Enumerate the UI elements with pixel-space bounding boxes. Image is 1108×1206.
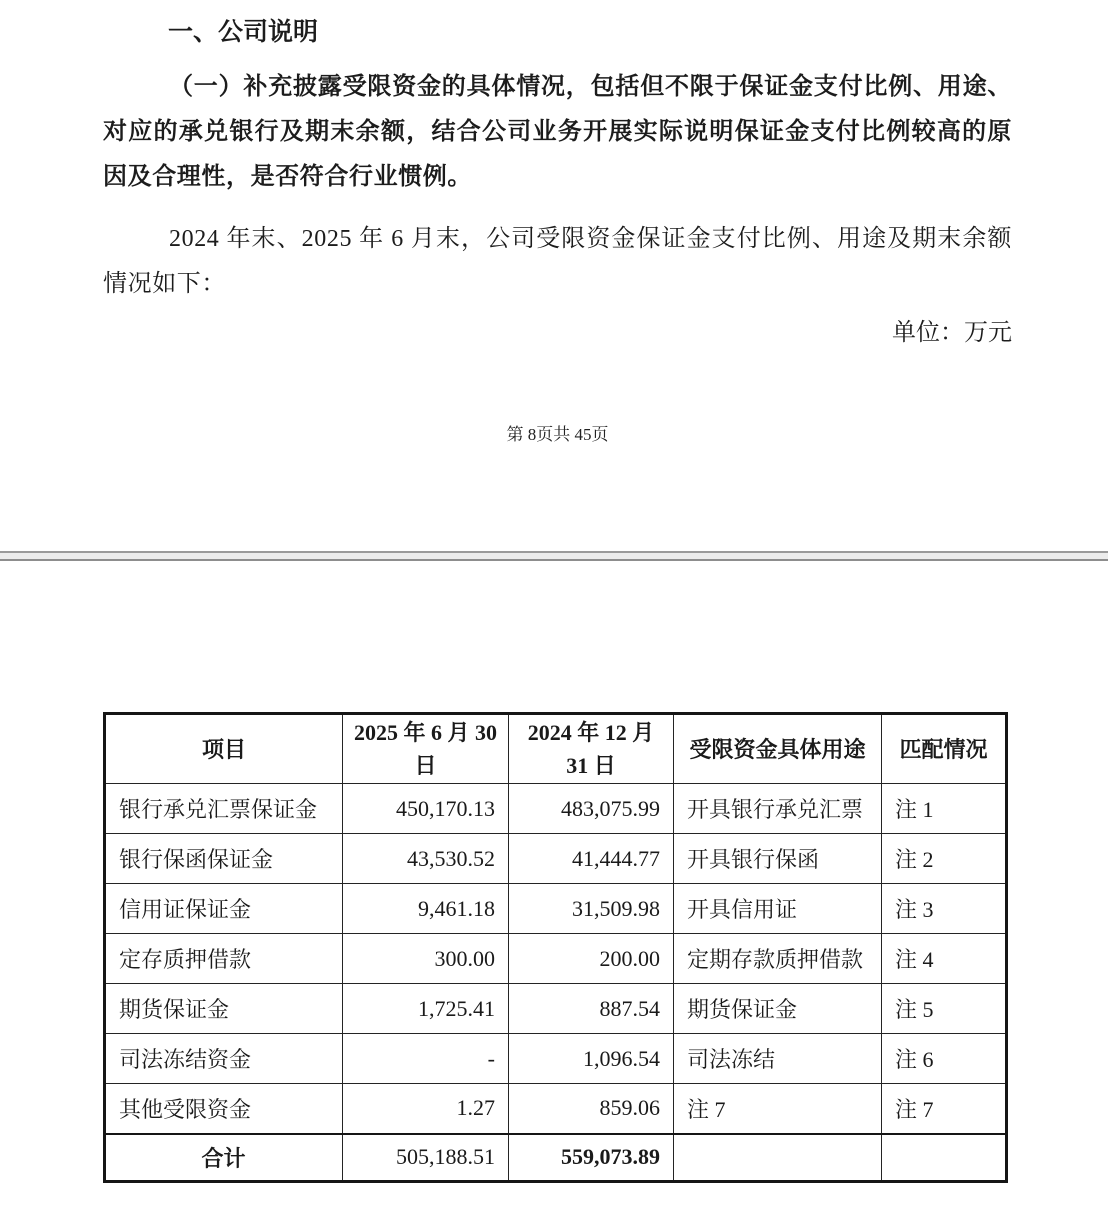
value-2024-cell: 1,096.54	[509, 1034, 674, 1084]
match-note-cell: 注 4	[882, 934, 1007, 984]
value-2024-cell: 200.00	[509, 934, 674, 984]
item-cell: 其他受限资金	[105, 1084, 343, 1134]
purpose-cell: 开具银行承兑汇票	[674, 784, 882, 834]
purpose-cell: 定期存款质押借款	[674, 934, 882, 984]
value-2025-cell: 1,725.41	[343, 984, 509, 1034]
match-note-cell: 注 6	[882, 1034, 1007, 1084]
table-header-row	[105, 714, 1007, 784]
document-page	[0, 10, 1108, 457]
value-2025-cell: -	[343, 1034, 509, 1084]
value-2024-cell: 31,509.98	[509, 884, 674, 934]
item-cell: 银行保函保证金	[105, 834, 343, 884]
total-purpose-cell	[674, 1134, 882, 1182]
value-2025-cell: 450,170.13	[343, 784, 509, 834]
purpose-cell: 司法冻结	[674, 1034, 882, 1084]
item-cell: 期货保证金	[105, 984, 343, 1034]
section-heading: 一、公司说明	[168, 19, 319, 46]
header-match-status: 匹配情况	[882, 714, 1007, 784]
value-2024-cell: 887.54	[509, 984, 674, 1034]
table-row	[105, 834, 1007, 884]
total-2025-cell: 505,188.51	[343, 1134, 509, 1182]
page-break-divider	[0, 551, 1108, 561]
match-note-cell: 注 7	[882, 1084, 1007, 1134]
value-2025-cell: 9,461.18	[343, 884, 509, 934]
item-cell: 银行承兑汇票保证金	[105, 784, 343, 834]
table-row	[105, 1084, 1007, 1134]
header-date-2025: 2025 年 6 月 30 日	[343, 714, 509, 784]
value-2025-cell: 300.00	[343, 934, 509, 984]
table-row	[105, 784, 1007, 834]
unit-label: 单位：万元	[892, 320, 1012, 346]
value-2024-cell: 483,075.99	[509, 784, 674, 834]
value-2024-cell: 859.06	[509, 1084, 674, 1134]
table-total-row	[105, 1134, 1007, 1182]
total-label-cell: 合计	[105, 1134, 343, 1182]
match-note-cell: 注 3	[882, 884, 1007, 934]
purpose-cell: 开具信用证	[674, 884, 882, 934]
table-row	[105, 884, 1007, 934]
restricted-funds-table	[103, 712, 1008, 1183]
page-number-footer: 第 8页共 45页	[506, 425, 609, 444]
purpose-cell: 注 7	[674, 1084, 882, 1134]
value-2025-cell: 43,530.52	[343, 834, 509, 884]
total-match-cell	[882, 1134, 1007, 1182]
paragraph-table-intro: 2024 年末、2025 年 6 月末，公司受限资金保证金支付比例、用途及期末余额情况如下：	[103, 226, 1012, 297]
header-item: 项目	[105, 714, 343, 784]
header-date-2024: 2024 年 12 月 31 日	[509, 714, 674, 784]
match-note-cell: 注 2	[882, 834, 1007, 884]
item-cell: 定存质押借款	[105, 934, 343, 984]
table-row	[105, 934, 1007, 984]
purpose-cell: 开具银行保函	[674, 834, 882, 884]
item-cell: 信用证保证金	[105, 884, 343, 934]
match-note-cell: 注 5	[882, 984, 1007, 1034]
purpose-cell: 期货保证金	[674, 984, 882, 1034]
header-purpose: 受限资金具体用途	[674, 714, 882, 784]
table-row	[105, 984, 1007, 1034]
value-2024-cell: 41,444.77	[509, 834, 674, 884]
table-row	[105, 1034, 1007, 1084]
paragraph-disclosure-requirement: （一）补充披露受限资金的具体情况，包括但不限于保证金支付比例、用途、对应的承兑银行及期末余额，结合公司业务开展实际说明保证金支付比例较高的原因及合理性，是否符合行业惯例。	[103, 74, 1012, 190]
total-2024-cell: 559,073.89	[509, 1134, 674, 1182]
value-2025-cell: 1.27	[343, 1084, 509, 1134]
item-cell: 司法冻结资金	[105, 1034, 343, 1084]
restricted-funds-table-wrap	[103, 712, 1108, 1183]
match-note-cell: 注 1	[882, 784, 1007, 834]
